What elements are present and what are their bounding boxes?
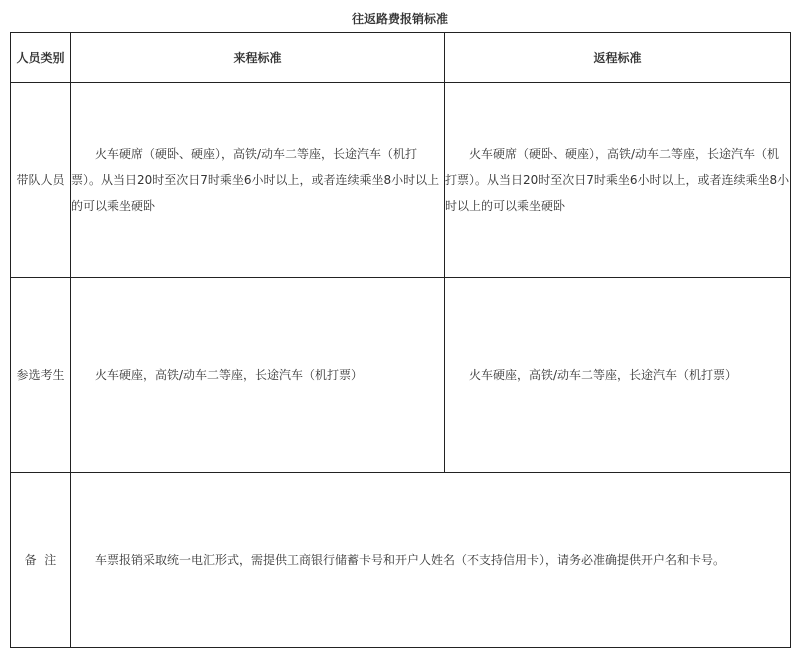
header-outbound: 来程标准 xyxy=(71,33,445,83)
reimbursement-table xyxy=(10,32,791,648)
table-row-note xyxy=(11,473,791,648)
table-row-leader xyxy=(11,83,791,278)
page-title: 往返路费报销标准 xyxy=(351,12,448,26)
category-cell: 带队人员 xyxy=(11,83,71,278)
outbound-standard-cell: 火车硬座，高铁/动车二等座，长途汽车（机打票） xyxy=(71,278,445,473)
category-cell: 参选考生 xyxy=(11,278,71,473)
table-row-candidate xyxy=(11,278,791,473)
header-return: 返程标准 xyxy=(445,33,791,83)
return-standard-cell: 火车硬座，高铁/动车二等座，长途汽车（机打票） xyxy=(445,278,791,473)
note-text-cell: 车票报销采取统一电汇形式，需提供工商银行储蓄卡号和开户人姓名（不支持信用卡），请务必准确提供开户名和卡号。 xyxy=(71,473,791,648)
outbound-standard-cell: 火车硬席（硬卧、硬座），高铁/动车二等座，长途汽车（机打票）。从当日20时至次日7时乘坐6小时以上，或者连续乘坐8小时以上的可以乘坐硬卧 xyxy=(71,83,445,278)
table-header-row xyxy=(11,33,791,83)
note-label-cell: 备 注 xyxy=(11,473,71,648)
return-standard-cell: 火车硬席（硬卧、硬座），高铁/动车二等座，长途汽车（机打票）。从当日20时至次日7时乘坐6小时以上，或者连续乘坐8小时以上的可以乘坐硬卧 xyxy=(445,83,791,278)
header-category: 人员类别 xyxy=(11,33,71,83)
